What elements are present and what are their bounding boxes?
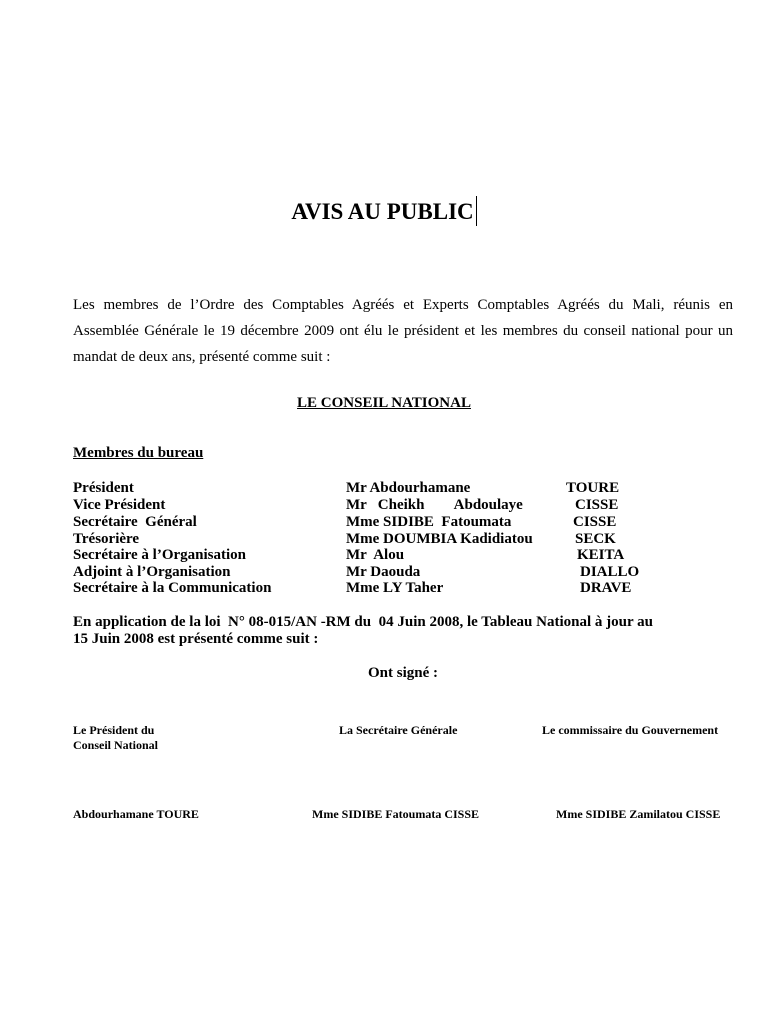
member-surname: CISSE: [575, 497, 619, 513]
member-name: Mme DOUMBIA Kadidiatou: [346, 531, 533, 547]
member-surname: TOURE: [566, 480, 620, 496]
member-role: Secrétaire à la Communication: [73, 580, 272, 596]
member-role: Vice Président: [73, 497, 166, 513]
member-surname: DIALLO: [580, 564, 640, 580]
signatory-title: [542, 723, 718, 738]
signatory-title: [339, 723, 457, 738]
application-paragraph: [73, 614, 713, 648]
intro-line: Les membres de l’Ordre des Comptables Agréés et Experts Comptables Agréés du Mali, réunis en: [73, 297, 733, 313]
bureau-heading: Membres du bureau: [73, 445, 204, 461]
signatory-name: Mme SIDIBE Zamilatou CISSE: [556, 807, 721, 821]
title-text: AVIS AU PUBLIC: [291, 199, 474, 224]
member-name: Mr Daouda: [346, 564, 421, 580]
signatory-title-line: Le commissaire du Gouvernement: [542, 723, 719, 737]
member-name: Mme LY Taher: [346, 580, 444, 596]
council-heading: LE CONSEIL NATIONAL: [297, 395, 471, 411]
signatory-title-line: La Secrétaire Générale: [339, 723, 458, 737]
intro-line: mandat de deux ans, présenté comme suit :: [73, 349, 331, 365]
application-line: En application de la loi N° 08-015/AN -RM du 04 Juin 2008, le Tableau National à jour au: [73, 614, 653, 630]
text-cursor: [476, 196, 477, 226]
intro-line: Assemblée Générale le 19 décembre 2009 ont élu le président et les membres du conseil national pour un: [73, 323, 733, 339]
member-name: Mme SIDIBE Fatoumata: [346, 514, 512, 530]
member-role: Secrétaire Général: [73, 514, 197, 530]
member-surname: DRAVE: [580, 580, 632, 596]
signed-heading: Ont signé :: [367, 665, 438, 681]
member-surname: CISSE: [573, 514, 617, 530]
member-role: Président: [73, 480, 134, 496]
signatory-title-line: Le Président du: [73, 723, 155, 737]
signatory-name: Abdourhamane TOURE: [73, 807, 199, 821]
member-name: Mr Cheikh Abdoulaye: [346, 497, 523, 513]
member-name: Mr Abdourhamane: [346, 480, 471, 496]
member-name: Mr Alou: [346, 547, 405, 563]
signatory-title: [73, 723, 158, 753]
member-surname: SECK: [575, 531, 616, 547]
application-line: 15 Juin 2008 est présenté comme suit :: [73, 631, 319, 647]
member-surname: KEITA: [577, 547, 625, 563]
member-role: Secrétaire à l’Organisation: [73, 547, 247, 563]
member-role: Trésorière: [73, 531, 140, 547]
member-role: Adjoint à l’Organisation: [73, 564, 231, 580]
signatory-name: Mme SIDIBE Fatoumata CISSE: [312, 807, 480, 821]
signatory-title-line: Conseil National: [73, 738, 159, 752]
intro-paragraph: [73, 292, 733, 370]
page-title: [0, 196, 768, 226]
